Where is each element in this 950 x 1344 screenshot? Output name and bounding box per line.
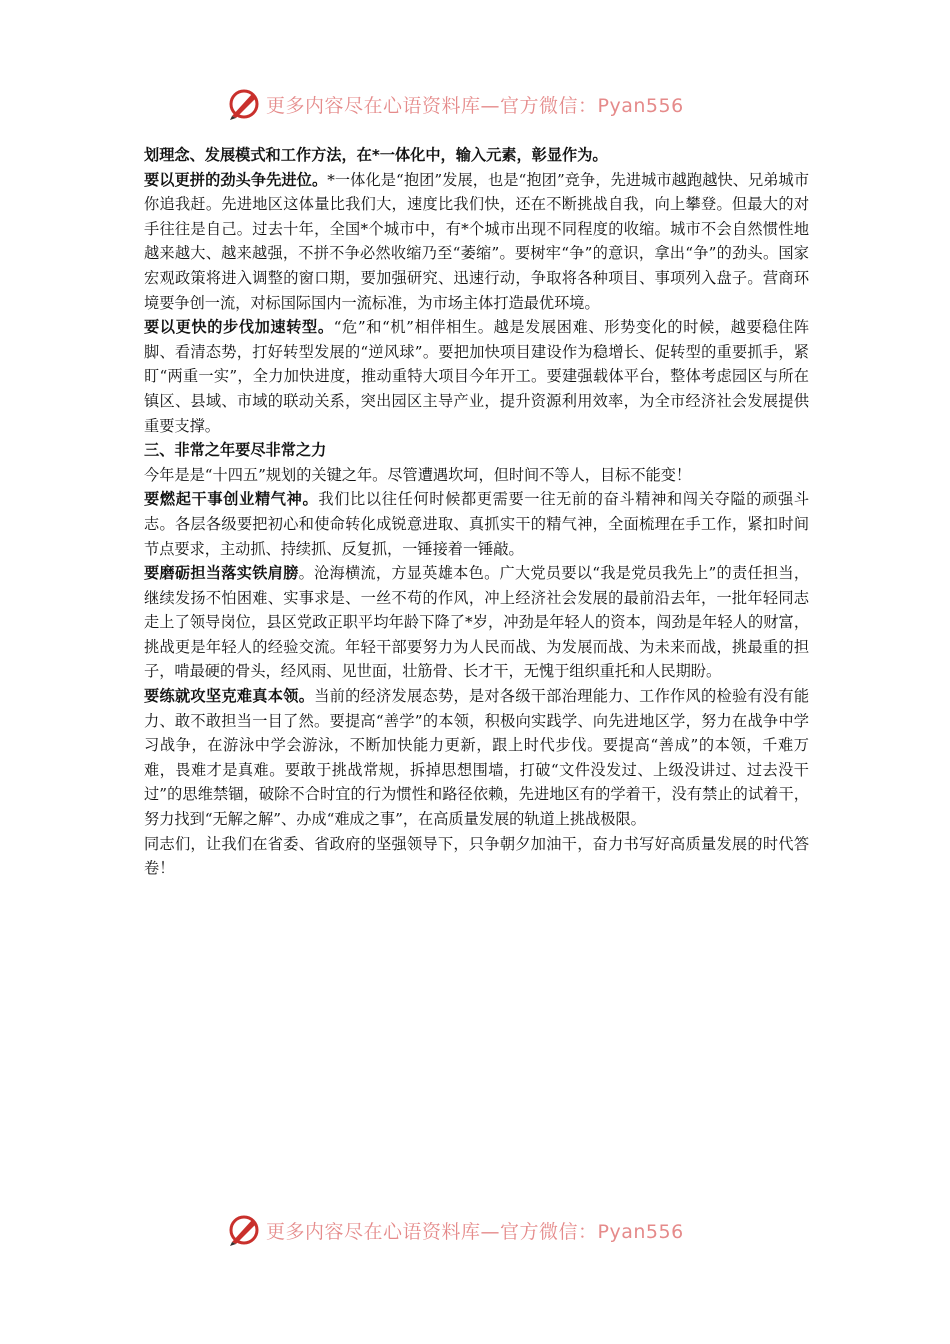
paragraph-lead: 要燃起干事创业精气神。 — [144, 490, 319, 509]
paragraph-lead: 要以更快的步伐加速转型。 — [144, 318, 334, 337]
paragraph-transform — [144, 315, 809, 438]
paragraph-spirit — [144, 487, 809, 561]
paragraph-text: 。沧海横流，方显英雄本色。广大党员要以“我是党员我先上”的责任担当，继续发扬不怕困难、实事求是、一丝不苟的作风，冲上经济社会发展的最前沿去年，一批年轻同志走上了领导岗位，县区党政正职平均年龄下降了*岁，冲劲是年轻人的资本，闯劲是年轻人的财富，挑战更是年轻人的经验交流。年轻干部要努力为人民而战、为发展而战、为未来而战，挑最重的担子，啃最硬的骨头，经风雨、见世面，壮筋骨、长才干，无愧于组织重托和人民期盼。 — [144, 564, 810, 681]
footer-banner — [226, 1210, 684, 1250]
paragraph-lead: 要磨砺担当落实铁肩膀 — [144, 564, 299, 583]
paragraph-compete — [144, 168, 809, 316]
paragraph-text: 当前的经济发展态势，是对各级干部治理能力、工作作风的检验有没有能力、敢不敢担当一目了然。要提高“善学”的本领，积极向实践学、向先进地区学，努力在战争中学习战争，在游泳中学会游泳，不断加快能力更新，跟上时代步伐。要提高“善成”的本领，千难万难，畏难才是真难。要敢于挑战常规，拆掉思想围墙，打破“文件没发过、上级没讲过、过去没干过”的思维禁锢，破除不合时宜的行为惯性和路径依赖，先进地区有的学着干，没有禁止的试着干，努力找到“无解之解”、办成“难成之事”，在高质量发展的轨道上挑战极限。 — [144, 687, 810, 829]
paragraph-key-year: 今年是是“十四五”规划的关键之年。尽管遭遇坎坷，但时间不等人，目标不能变！ — [144, 465, 692, 484]
footer-banner-text: 更多内容尽在心语资料库—官方微信：Pyan556 — [266, 1220, 684, 1243]
paragraph-lead: 要练就攻坚克难真本领。 — [144, 687, 315, 706]
header-banner-text: 更多内容尽在心语资料库—官方微信：Pyan556 — [266, 94, 684, 117]
paragraph-lead: 要以更拼的劲头争先进位。 — [144, 170, 328, 189]
paragraph-text: *一体化是“抱团”发展，也是“抱团”竞争，先进城市越跑越快、兄弟城市你追我赶。先进地区这体量比我们大，速度比我们快，还在不断挑战自我，向上攀登。但最大的对手往往是自己。过去十年，全国*个城市中，有*个城市出现不同程度的收缩。城市不会自然惯性地越来越大、越来越强，不拼不争必然收缩乃至“萎缩”。要树牢“争”的意识，拿出“争”的劲头。国家宏观政策将进入调整的窗口期，要加强研究、迅速行动，争取将各种项目、事项列入盘子。营商环境要争创一流，对标国际国内一流标准，为市场主体打造最优环境。 — [144, 170, 810, 312]
document-body — [144, 143, 809, 881]
paragraph-text: “危”和“机”相伴相生。越是发展困难、形势变化的时候，越要稳住阵脚、看清态势，打好转型发展的“逆风球”。要把加快项目建设作为稳增长、促转型的重要抓手，紧盯“两重一实”，全力加快进度，推动重特大项目今年开工。要建强载体平台，整体考虑园区与所在镇区、县域、市域的联动关系，突出园区主导产业，提升资源利用效率，为全市经济社会发展提供重要支撑。 — [144, 318, 810, 435]
paragraph-intro: 划理念、发展模式和工作方法，在*一体化中，输入元素，彰显作为。 — [144, 146, 608, 164]
pen-logo-icon — [226, 86, 262, 122]
paragraph-closing: 同志们，让我们在省委、省政府的坚强领导下，只争朝夕加油干，奋力书写好高质量发展的时代答卷！ — [144, 834, 809, 878]
pen-logo-icon — [226, 1212, 262, 1248]
header-banner — [226, 84, 684, 124]
paragraph-responsibility — [144, 561, 809, 684]
section-heading-3: 三、非常之年要尽非常之力 — [144, 441, 327, 460]
paragraph-text: 我们比以往任何时候都更需要一往无前的奋斗精神和闯关夺隘的顽强斗志。各层各级要把初心和使命转化成锐意进取、真抓实干的精气神，全面梳理在手工作，紧扣时间节点要求，主动抓、持续抓、反复抓，一锤接着一锤敲。 — [144, 490, 810, 558]
paragraph-skills — [144, 684, 809, 832]
